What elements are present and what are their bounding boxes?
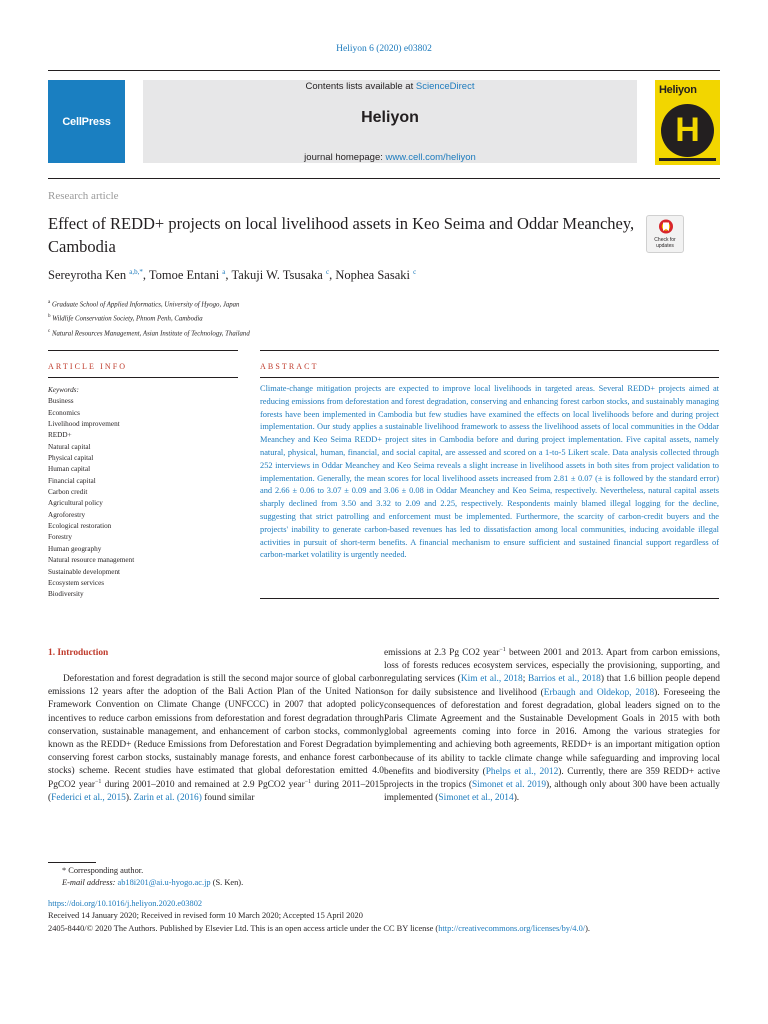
affiliation-text: Natural Resources Management, Asian Institute of Technology, Thailand xyxy=(51,329,250,337)
citation-link[interactable]: Phelps et al., 2012 xyxy=(485,766,559,777)
check-for-updates-button[interactable] xyxy=(646,215,684,253)
email-suffix: (S. Ken). xyxy=(210,878,244,888)
article-meta xyxy=(48,898,728,935)
intro-left-column xyxy=(48,673,384,805)
author-name: Sereyrotha Ken xyxy=(48,268,127,283)
bookmark-icon xyxy=(658,219,674,237)
license-suffix: ). xyxy=(585,923,590,933)
keywords-label: Keywords: xyxy=(48,386,79,394)
abstract-text: Climate-change mitigation projects are expected to improve local livelihoods in targeted areas. Several REDD+ projects aimed at reducing emissions from deforestation and forest degradation, conserving and enhancing forest carbon stocks, and sustainably managing forests have been implemented in Cambodia but few studies have examined the effects on local livelihoods before and during project implementation. Our study applies a sustainable livelihood framework to assess the livelihood assets of local communities in the Oddar Meanchey and Keo Seima REDD+ project sites in Cambodia before and during project implementation. Five capital assets, namely natural, physical, human, financial, and social capital, are assessed and scored on a 1-to-5 Likert scale. Data analysis collected through 252 interviews in Oddar Meanchey and Keo Seima reveals a slight increase in livelihood assets in both sites from project validation to implementation. Generally, the mean scores for local livelihood assets increased from 2.81 ± 0.07 (± is followed by the standard error) and 2.66 ± 0.06 to 3.07 ± 0.09 and 3.06 ± 0.08 in Oddar Meanchey and Keo Seima, respectively. Nevertheless, natural capital assets sharply declined from 3.50 and 3.32 to 2.09 and 2.25, respectively. Respondents mainly blamed illegal logging for the decline, suggesting that strict patrolling and enforcement must be implemented. Furthermore, the scarcity of carbon-credit buyers and the projects' inability to generate carbon-based revenues has led to dissatisfaction among local communities, inducing avoidable illegal activities in pursuit of short-term benefits. A financial mechanism to ensure sufficient and sustained financial support regardless of carbon-market volatility is urgently needed. xyxy=(260,384,719,560)
intro-paragraph xyxy=(48,673,384,805)
email-link[interactable]: ab18i201@ai.u-hyogo.ac.jp xyxy=(117,878,211,888)
affiliation-item xyxy=(48,297,250,311)
author xyxy=(335,268,416,282)
citation-link[interactable]: Simonet et al., 2014 xyxy=(438,793,514,804)
email-label: E-mail address: xyxy=(62,878,118,888)
article-type: Research article xyxy=(48,190,119,202)
author-separator: , xyxy=(142,268,149,283)
citation-link[interactable]: Barrios et al., 2018 xyxy=(528,674,601,685)
badge-line-2: updates xyxy=(656,242,674,249)
footnote-rule xyxy=(48,862,96,863)
article-title: Effect of REDD+ projects on local livelihood assets in Keo Seima and Oddar Meanchey, Cambodia xyxy=(48,214,635,256)
author-affiliation-marks[interactable]: c xyxy=(413,268,417,276)
article-info-top-rule xyxy=(48,350,238,351)
intro-text: ; xyxy=(522,674,529,685)
contents-line xyxy=(143,81,637,92)
keyword-item: Human capital xyxy=(48,465,91,474)
intro-text: during 2011–2015 ( xyxy=(48,779,385,803)
doi-link[interactable]: https://doi.org/10.1016/j.heliyon.2020.e03802 xyxy=(48,899,203,908)
cover-h-logo: H xyxy=(661,104,714,157)
intro-text: ). xyxy=(513,793,520,804)
article-info-heading: ARTICLE INFO xyxy=(48,362,128,371)
sciencedirect-link[interactable]: ScienceDirect xyxy=(415,81,475,92)
intro-paragraph-continued xyxy=(384,647,720,805)
keyword-item: Human geography xyxy=(48,544,102,553)
email-note xyxy=(48,877,243,889)
keyword-item: Agricultural policy xyxy=(48,499,103,508)
intro-sup: −1 xyxy=(499,646,506,653)
intro-sup: −1 xyxy=(95,778,102,785)
affiliation-list xyxy=(48,297,250,340)
intro-text: between 2001 and 2013. Apart from carbon emissions, loss of forests reduces ecosystem services, especially the provisioning, supporting, and regulating services ( xyxy=(384,648,720,685)
affiliation-mark: b xyxy=(48,314,51,320)
author xyxy=(231,268,335,282)
badge-line-1: Check for xyxy=(654,237,676,243)
intro-text: during 2001–2010 and remained at 2.9 PgCO2 year xyxy=(101,779,305,790)
author-affiliation-marks[interactable]: a,b,* xyxy=(129,268,143,276)
intro-text: ). Foreseeing the consequences of deforestation and forest degradation, global leaders signed on to the Paris Climate Agreement and the Sustainable Development Goals in 2015 with both global agreements coming into force in 2016. Among the various strategies for implementing and achieving both agreements, REDD+ is an important mitigation option because of its ability to tackle climate change while safeguarding and improving local benefits and biodiversity ( xyxy=(384,687,720,777)
citation-link[interactable]: Simonet et al. 2019 xyxy=(471,780,547,791)
article-info-bottom-rule xyxy=(48,377,238,378)
license-line xyxy=(48,923,728,935)
keywords-list xyxy=(48,385,238,601)
author xyxy=(149,268,232,282)
abstract-bottom-rule xyxy=(260,377,719,378)
homepage-link[interactable]: www.cell.com/heliyon xyxy=(385,152,476,163)
citation-link[interactable]: Federici et al., 2015 xyxy=(51,792,126,803)
journal-name: Heliyon xyxy=(361,109,419,126)
cellpress-logo[interactable]: CellPress xyxy=(48,80,125,163)
affiliation-item xyxy=(48,326,250,340)
keyword-item: Ecological restoration xyxy=(48,522,112,531)
cover-stripe xyxy=(659,158,716,161)
footnotes xyxy=(48,865,243,890)
homepage-line xyxy=(143,152,637,163)
license-prefix: 2405-8440/© 2020 The Authors. Published by Elsevier Ltd. This is an open access article under the CC BY license ( xyxy=(48,923,439,933)
keyword-item: Carbon credit xyxy=(48,488,88,497)
journal-masthead xyxy=(143,80,637,163)
introduction-heading: 1. Introduction xyxy=(48,648,109,658)
keyword-item: Economics xyxy=(48,408,80,417)
homepage-prefix: journal homepage: xyxy=(304,152,386,163)
affiliation-mark: c xyxy=(48,328,51,334)
affiliation-mark: a xyxy=(48,300,51,305)
intro-text: ), although only about 300 have been actually implemented ( xyxy=(384,780,720,804)
cover-title: Heliyon xyxy=(659,84,697,96)
affiliation-item xyxy=(48,311,250,325)
author-name: Takuji W. Tsusaka xyxy=(231,268,323,283)
license-link[interactable]: http://creativecommons.org/licenses/by/4.0/ xyxy=(438,923,586,933)
header-rule-bottom xyxy=(48,178,720,179)
author-name: Tomoe Entani xyxy=(148,268,220,283)
author xyxy=(48,268,149,282)
keyword-item: Business xyxy=(48,397,74,406)
header-rule-top xyxy=(48,70,720,71)
intro-sup: −1 xyxy=(304,778,312,785)
author-separator: , xyxy=(329,268,336,283)
journal-citation[interactable]: Heliyon 6 (2020) e03802 xyxy=(336,44,432,54)
intro-text: ). Currently, there are 359 REDD+ active projects in the tropics ( xyxy=(384,766,721,791)
received-dates: Received 14 January 2020; Received in revised form 10 March 2020; Accepted 15 April 2020 xyxy=(48,911,363,921)
citation-link[interactable]: Kim et al., 2018 xyxy=(460,674,523,685)
citation-link[interactable]: Erbaugh and Oldekop, 2018 xyxy=(543,687,655,698)
keyword-item: Physical capital xyxy=(48,454,94,463)
affiliation-text: Graduate School of Applied Informatics, University of Hyogo, Japan xyxy=(51,301,240,309)
author-affiliation-marks[interactable]: c xyxy=(325,268,330,276)
corresponding-author-note: * Corresponding author. xyxy=(62,866,144,875)
abstract-top-rule xyxy=(260,350,719,351)
keyword-item: Biodiversity xyxy=(48,590,84,599)
contents-prefix: Contents lists available at xyxy=(305,81,416,92)
abstract-end-rule xyxy=(260,598,719,599)
abstract-heading: ABSTRACT xyxy=(260,362,319,371)
keyword-item: Agroforestry xyxy=(48,510,86,519)
keyword-item: Ecosystem services xyxy=(48,578,105,587)
citation-link[interactable]: Zarin et al. (2016) xyxy=(133,792,202,803)
intro-right-column xyxy=(384,647,720,805)
intro-text: emissions at 2.3 Pg CO2 year xyxy=(384,648,500,658)
author-separator: , xyxy=(225,268,232,283)
keyword-item: Sustainable development xyxy=(48,567,121,576)
author-affiliation-marks[interactable]: a xyxy=(222,268,226,276)
author-name: Nophea Sasaki xyxy=(335,268,410,283)
author-list xyxy=(48,268,416,283)
updates-badge-text xyxy=(647,238,683,249)
keyword-item: Natural capital xyxy=(48,442,91,451)
intro-text: Deforestation and forest degradation is still the second major source of global carbon emissions 12 years after the adoption of the Bali Action Plan of the United Nations Framework Convention on Climate Change (UNFCCC) in 2007 that adopted policy incentives to reduce carbon emissions from deforestation and forest degradation through conservation, sustainable management, and enhancement of carbon stocks, commonly known as the REDD+ (Reduce Emissions from Deforestation and Forest Degradation by conserving forest carbon stocks, sustainably manage forests, and enhance forest carbon stocks) scheme. Recent studies have estimated that global deforestation emitted 4.0 PgCO2 year xyxy=(48,674,384,790)
intro-text: found similar xyxy=(201,792,255,803)
journal-cover[interactable] xyxy=(655,80,720,165)
keyword-item: REDD+ xyxy=(48,431,72,440)
intro-text: ). xyxy=(125,792,134,803)
intro-text: ) that 1.6 billion people depend on for daily subsistence and livelihood ( xyxy=(384,674,720,698)
keyword-item: Natural resource management xyxy=(48,556,135,565)
keyword-item: Livelihood improvement xyxy=(48,420,120,429)
affiliation-text: Wildlife Conservation Society, Phnom Penh, Cambodia xyxy=(52,315,203,323)
keyword-item: Financial capital xyxy=(48,476,96,485)
keyword-item: Forestry xyxy=(48,533,72,542)
